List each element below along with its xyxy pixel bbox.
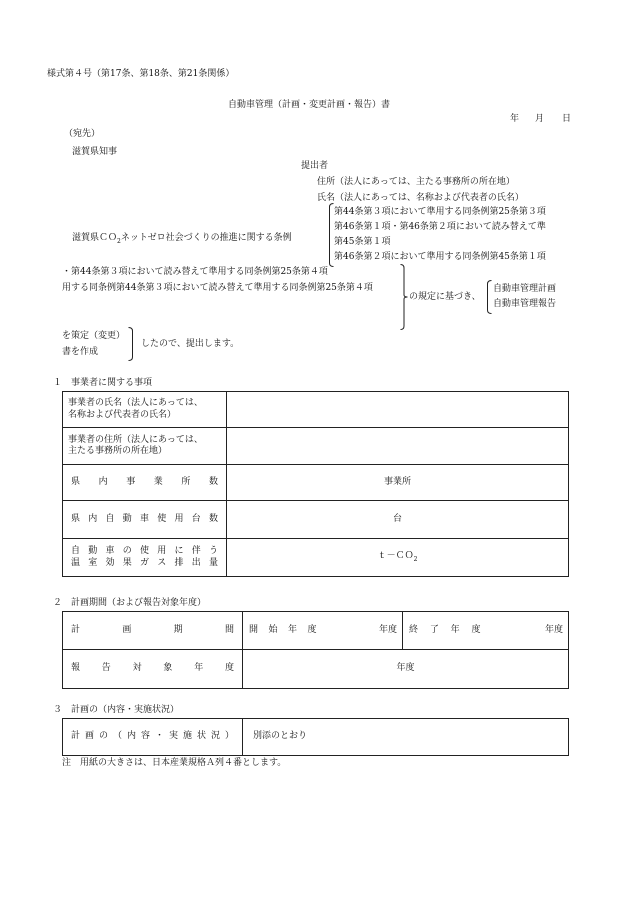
clause-1: 第44条第３項において準用する同条例第25条第３項: [334, 207, 546, 217]
ordinance-name: 滋賀県ＣＯ$_2$ネットゼロ社会づくりの推進に関する条例: [72, 233, 292, 245]
clause-2: 第46条第１項・第46条第２項において読み替えて準: [334, 222, 546, 232]
table-row: [63, 650, 569, 689]
end-year-value[interactable]: 年度: [487, 612, 569, 650]
action-suffix: したので、提出します。: [141, 339, 240, 349]
date-day: 日: [562, 114, 572, 124]
based-on-text: の規定に基づき、: [409, 292, 481, 302]
office-count-label: 県内事業所数: [63, 465, 227, 501]
addressee-name: 滋賀県知事: [72, 147, 118, 157]
plan-period-label: 計画期間: [63, 612, 243, 650]
business-address-value[interactable]: [227, 428, 569, 465]
reading-right-brace: [400, 264, 408, 330]
plan-content-label: 計画の（内容・実施状況）: [63, 719, 243, 756]
date-year: 年: [510, 114, 520, 124]
table-row: [63, 392, 569, 428]
table-row: [63, 465, 569, 501]
clause-3: 第45条第１項: [334, 237, 391, 247]
date-month: 月: [535, 114, 545, 124]
submitter-address: 住所（法人にあっては、主たる事務所の所在地）: [317, 177, 515, 187]
plan-type-left-brace: [486, 280, 492, 314]
plan-type-report: 自動車管理報告: [493, 299, 557, 309]
table-row: [63, 719, 569, 756]
end-year-label: 終了年度: [403, 612, 487, 650]
ghg-emission-label: 自動車の使用に伴う 温室効果ガス排出量: [63, 539, 227, 577]
paper-size-note: 注 用紙の大きさは、日本産業規格Ａ列４番とします。: [62, 758, 287, 768]
document-title: 自動車管理（計画・変更計画・報告）書: [228, 100, 391, 110]
start-year-value[interactable]: 年度: [323, 612, 403, 650]
action-right-brace: [128, 327, 134, 361]
table-row: [63, 501, 569, 539]
addressee-label: （宛先）: [64, 129, 101, 139]
vehicle-count-label: 県内自動車使用台数: [63, 501, 227, 539]
reading-clause-1: ・第44条第３項において読み替えて準用する同条例第25条第４項: [62, 267, 328, 277]
start-year-label: 開始年度: [243, 612, 323, 650]
section1-heading: １ 事業者に関する事項: [53, 378, 153, 388]
plan-content-table: [62, 718, 569, 756]
business-name-value[interactable]: [227, 392, 569, 428]
table-row: [63, 612, 569, 650]
report-year-value[interactable]: 年度: [243, 650, 569, 689]
ghg-emission-value[interactable]: ｔ－ＣＯ$_2$: [227, 539, 569, 577]
office-count-value[interactable]: 事業所: [227, 465, 569, 501]
plan-period-table: [62, 611, 569, 689]
business-name-label: 事業者の氏名（法人にあっては、 名称および代表者の氏名）: [63, 392, 227, 428]
action-option-formulate: を策定（変更）: [62, 331, 126, 341]
reading-clause-2: 用する同条例第44条第３項において読み替えて準用する同条例第25条第４項: [62, 283, 373, 293]
business-address-label: 事業者の住所（法人にあっては、 主たる事務所の所在地）: [63, 428, 227, 465]
plan-content-value[interactable]: 別添のとおり: [243, 719, 569, 756]
table-row: [63, 428, 569, 465]
section2-heading: ２ 計画期間（および報告対象年度）: [53, 598, 207, 608]
plan-type-plan: 自動車管理計画: [493, 284, 557, 294]
business-info-table: [62, 391, 569, 577]
form-number: 様式第４号（第17条、第18条、第21条関係）: [47, 69, 235, 79]
submitter-name: 氏名（法人にあっては、名称および代表者の氏名）: [317, 193, 524, 203]
table-row: [63, 539, 569, 577]
clause-4: 第46条第２項において準用する同条例第45条第１項: [334, 252, 546, 262]
submitter-label: 提出者: [301, 161, 329, 171]
report-year-label: 報告対象年度: [63, 650, 243, 689]
section3-heading: ３ 計画の（内容・実施状況）: [53, 705, 180, 715]
action-option-create: 書を作成: [62, 347, 99, 357]
vehicle-count-value[interactable]: 台: [227, 501, 569, 539]
